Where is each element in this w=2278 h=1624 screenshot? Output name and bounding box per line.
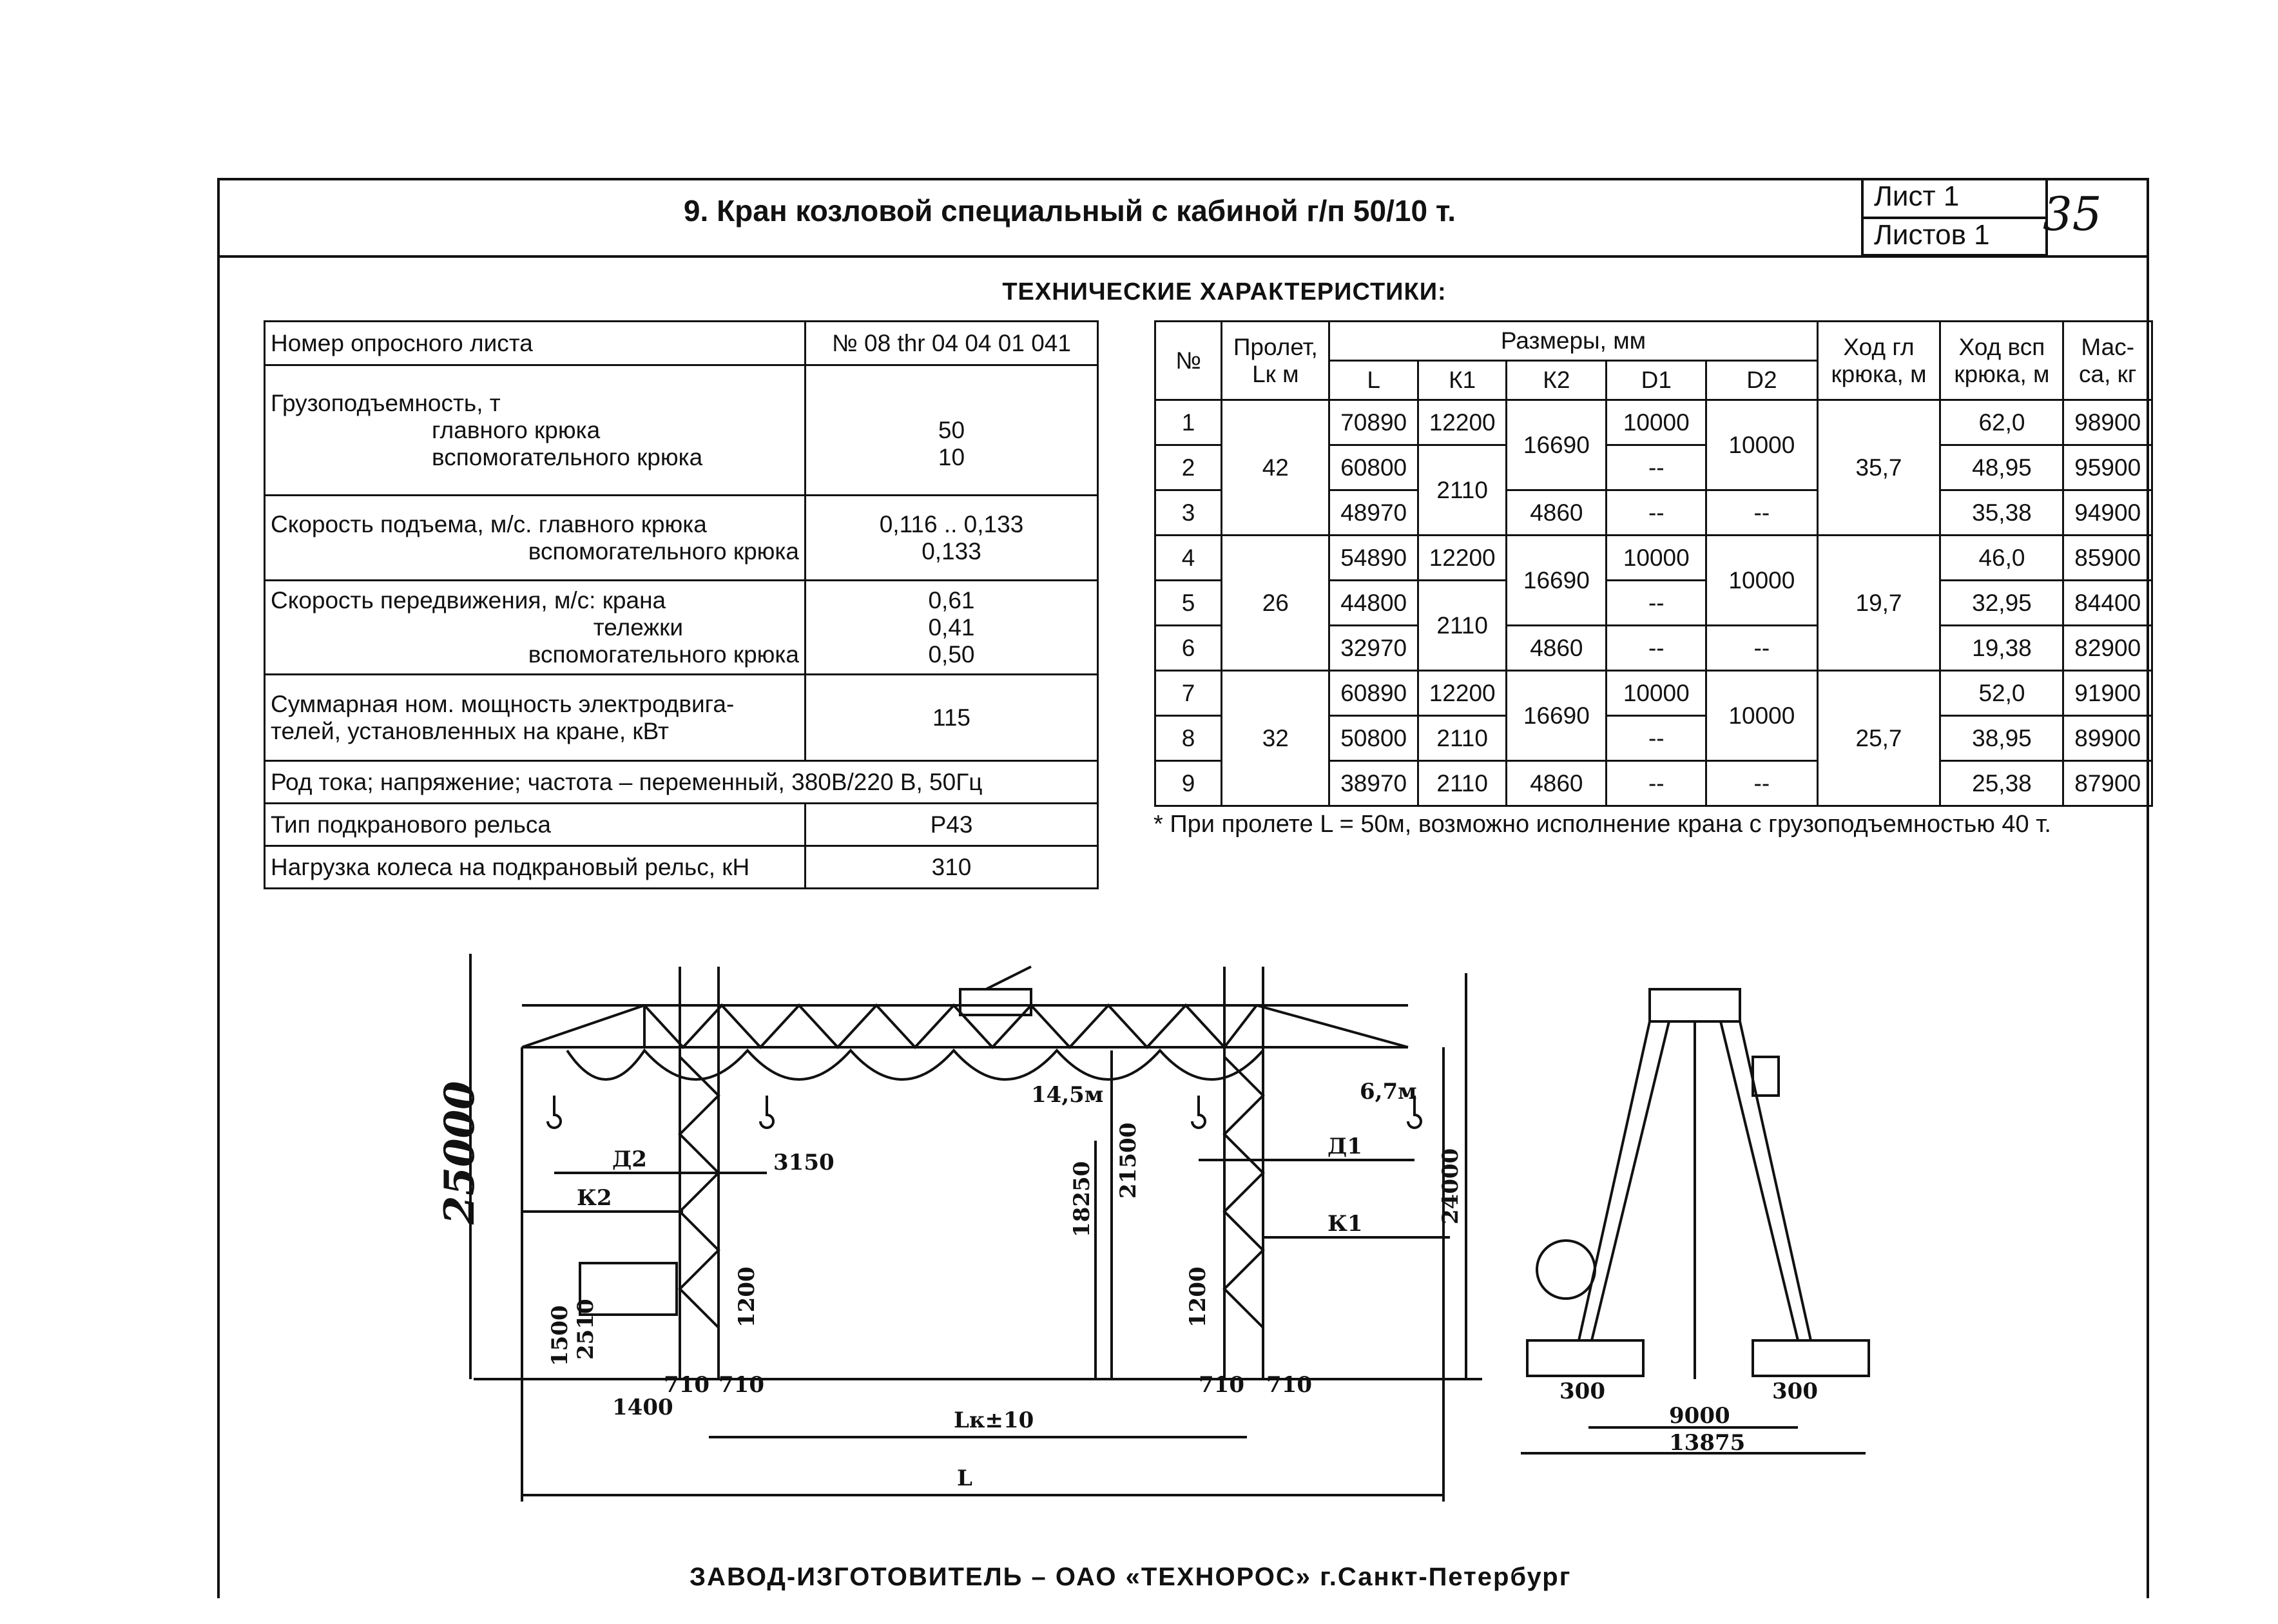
cell-mass: 98900 — [2063, 400, 2152, 445]
cell-D1: -- — [1607, 445, 1706, 490]
col-K2: К2 — [1507, 361, 1607, 400]
cell-n: 3 — [1155, 490, 1222, 536]
cell-D2: -- — [1706, 761, 1817, 806]
cell-K1: 12200 — [1418, 400, 1506, 445]
cell-K1: 12200 — [1418, 536, 1506, 581]
cell-K2: 16690 — [1507, 671, 1607, 761]
cell-mass: 82900 — [2063, 626, 2152, 671]
cell-mass: 91900 — [2063, 671, 2152, 716]
label-1200-right: 1200 — [1185, 1266, 1211, 1328]
load-label: Нагрузка колеса на подкрановый рельс, кН — [265, 846, 806, 889]
cell-K1: 2110 — [1418, 761, 1506, 806]
survey-label: Номер опросного листа — [265, 322, 806, 365]
survey-value: № 08 thr 04 04 01 041 — [806, 322, 1098, 365]
label-710: 710 — [1199, 1372, 1244, 1398]
label-14-5: 14,5м — [1031, 1082, 1104, 1108]
cell-D1: 10000 — [1607, 671, 1706, 716]
cell-mass: 95900 — [2063, 445, 2152, 490]
cell-aux: 19,38 — [1940, 626, 2063, 671]
cell-K2: 4860 — [1507, 626, 1607, 671]
label-9000: 9000 — [1669, 1403, 1730, 1429]
trolley — [960, 989, 1031, 1015]
label-710: 710 — [664, 1372, 709, 1398]
cell-mass: 84400 — [2063, 581, 2152, 626]
cell-main-travel: 35,7 — [1817, 400, 1940, 536]
cell-L: 60890 — [1329, 671, 1418, 716]
cell-L: 54890 — [1329, 536, 1418, 581]
cell-L: 60800 — [1329, 445, 1418, 490]
page-title: 9. Кран козловой специальный с кабиной г/п 50/10 т. — [683, 194, 1456, 227]
cell-D2: 10000 — [1706, 671, 1817, 761]
cell-K2: 4860 — [1507, 761, 1607, 806]
cell-D2: -- — [1706, 490, 1817, 536]
footnote: * При пролете L = 50м, возможно исполнение крана с грузоподъемностью 40 т. — [1153, 811, 2051, 838]
label-L: L — [957, 1465, 972, 1491]
cell-n: 8 — [1155, 716, 1222, 761]
travel-aux: вспомогательного крюка — [528, 641, 799, 668]
label-lk: Lк±10 — [954, 1407, 1034, 1433]
cell-D2: 10000 — [1706, 536, 1817, 626]
sheets-label: Листов 1 — [1861, 217, 2048, 256]
capacity-label: Грузоподъемность, т — [271, 389, 501, 416]
hook-icon — [760, 1096, 773, 1128]
cell-L: 70890 — [1329, 400, 1418, 445]
load-value: 310 — [806, 846, 1098, 889]
label-1400: 1400 — [612, 1395, 673, 1420]
rail-label: Тип подкранового рельса — [265, 804, 806, 846]
cell-L: 44800 — [1329, 581, 1418, 626]
label-2510: 2510 — [573, 1299, 599, 1360]
cell-aux: 62,0 — [1940, 400, 2063, 445]
cell-n: 6 — [1155, 626, 1222, 671]
col-sizes: Размеры, мм — [1329, 322, 1817, 361]
cable-drum-icon — [1537, 1241, 1595, 1299]
travel-trolley: тележки — [593, 614, 683, 641]
cell-span: 32 — [1222, 671, 1329, 806]
label-k2: К2 — [577, 1185, 612, 1211]
label-d2: Д2 — [612, 1146, 647, 1172]
label-710: 710 — [1266, 1372, 1312, 1398]
girder-truss — [644, 1005, 1257, 1047]
travel-aux-val: 0,50 — [928, 641, 975, 668]
capacity-main: главного крюка — [432, 416, 601, 443]
current-row: Род тока; напряжение; частота – переменный, 380В/220 В, 50Гц — [265, 761, 1098, 804]
cell-D2: 10000 — [1706, 400, 1817, 490]
col-span-label: Пролет, — [1233, 333, 1318, 360]
lift-label: Скорость подъема, м/с. главного крюка — [271, 510, 707, 537]
label-25000: 25000 — [436, 1081, 484, 1224]
cell-main-travel: 19,7 — [1817, 536, 1940, 671]
cell-mass: 94900 — [2063, 490, 2152, 536]
cell-K1: 2110 — [1418, 445, 1506, 536]
capacity-aux: вспомогательного крюка — [432, 443, 703, 470]
label-710: 710 — [719, 1372, 764, 1398]
cell-K1: 2110 — [1418, 581, 1506, 671]
side-bogie-left — [1527, 1340, 1643, 1376]
col-L: L — [1329, 361, 1418, 400]
col-span-unit: Lк м — [1252, 360, 1299, 387]
capacity-main-val: 50 — [938, 416, 965, 443]
manufacturer-footer: ЗАВОД-ИЗГОТОВИТЕЛЬ – ОАО «ТЕХНОРОС» г.Санкт-Петербург — [690, 1563, 1572, 1591]
cell-main-travel: 25,7 — [1817, 671, 1940, 806]
cell-K2: 16690 — [1507, 400, 1607, 490]
side-view-leg — [1579, 1021, 1650, 1340]
cell-n: 7 — [1155, 671, 1222, 716]
cell-aux: 25,38 — [1940, 761, 2063, 806]
label-d1: Д1 — [1327, 1134, 1362, 1159]
cell-D1: 10000 — [1607, 400, 1706, 445]
hook-icon — [1192, 1096, 1205, 1128]
cell-L: 50800 — [1329, 716, 1418, 761]
label-1500: 1500 — [547, 1305, 573, 1366]
cell-aux: 48,95 — [1940, 445, 2063, 490]
cell-D1: -- — [1607, 581, 1706, 626]
power-value: 115 — [806, 675, 1098, 761]
label-13875: 13875 — [1669, 1430, 1746, 1456]
label-21500: 21500 — [1115, 1122, 1141, 1199]
col-main-travel: Ход гл крюка, м — [1817, 322, 1940, 400]
page-number: 35 — [2043, 187, 2102, 241]
cell-n: 1 — [1155, 400, 1222, 445]
lift-main-val: 0,116 .. 0,133 — [879, 510, 1024, 537]
col-D1: D1 — [1607, 361, 1706, 400]
cable-festoon — [567, 1050, 1263, 1079]
cell-aux: 35,38 — [1940, 490, 2063, 536]
cell-span: 26 — [1222, 536, 1329, 671]
col-D2: D2 — [1706, 361, 1817, 400]
col-mass: Мас-са, кг — [2063, 322, 2152, 400]
cell-D1: -- — [1607, 490, 1706, 536]
cell-aux: 46,0 — [1940, 536, 2063, 581]
travel-label: Скорость передвижения, м/с: крана — [271, 586, 666, 614]
lift-aux: вспомогательного крюка — [528, 537, 799, 565]
label-3150: 3150 — [773, 1150, 835, 1175]
cell-K2: 4860 — [1507, 490, 1607, 536]
cell-L: 48970 — [1329, 490, 1418, 536]
cell-n: 4 — [1155, 536, 1222, 581]
capacity-aux-val: 10 — [938, 443, 965, 470]
label-18250: 18250 — [1069, 1161, 1095, 1237]
tech-heading: ТЕХНИЧЕСКИЕ ХАРАКТЕРИСТИКИ: — [1002, 278, 1447, 305]
side-view-top — [1650, 989, 1740, 1021]
cell-n: 5 — [1155, 581, 1222, 626]
label-6-7: 6,7м — [1360, 1079, 1417, 1105]
cell-n: 9 — [1155, 761, 1222, 806]
label-1200-left: 1200 — [734, 1266, 760, 1328]
lift-aux-val: 0,133 — [922, 537, 981, 565]
cell-K1: 12200 — [1418, 671, 1506, 716]
cell-L: 38970 — [1329, 761, 1418, 806]
cell-K2: 16690 — [1507, 536, 1607, 626]
col-aux-travel: Ход всп крюка, м — [1940, 322, 2063, 400]
cell-D1: 10000 — [1607, 536, 1706, 581]
hook-icon — [548, 1096, 561, 1128]
travel-crane-val: 0,61 — [928, 586, 975, 614]
label-24000: 24000 — [1438, 1148, 1463, 1224]
cell-aux: 38,95 — [1940, 716, 2063, 761]
rail-value: Р43 — [806, 804, 1098, 846]
side-view-leg — [1740, 1021, 1811, 1340]
power-label-1: Суммарная ном. мощность электродвига- — [271, 690, 735, 717]
sheet-label: Лист 1 — [1861, 178, 2048, 219]
col-K1: К1 — [1418, 361, 1506, 400]
cell-L: 32970 — [1329, 626, 1418, 671]
col-no: № — [1155, 322, 1222, 400]
cell-D2: -- — [1706, 626, 1817, 671]
cell-D1: -- — [1607, 761, 1706, 806]
power-label-2: телей, установленных на кране, кВт — [271, 717, 669, 744]
cell-mass: 89900 — [2063, 716, 2152, 761]
travel-trolley-val: 0,41 — [928, 614, 975, 641]
side-bogie-right — [1753, 1340, 1869, 1376]
label-300: 300 — [1772, 1378, 1818, 1404]
cell-mass: 87900 — [2063, 761, 2152, 806]
cell-D1: -- — [1607, 626, 1706, 671]
label-k1: К1 — [1327, 1211, 1363, 1237]
cell-n: 2 — [1155, 445, 1222, 490]
cell-aux: 32,95 — [1940, 581, 2063, 626]
label-300: 300 — [1559, 1378, 1605, 1404]
cell-K1: 2110 — [1418, 716, 1506, 761]
cell-D1: -- — [1607, 716, 1706, 761]
cell-span: 42 — [1222, 400, 1329, 536]
cell-aux: 52,0 — [1940, 671, 2063, 716]
cell-mass: 85900 — [2063, 536, 2152, 581]
